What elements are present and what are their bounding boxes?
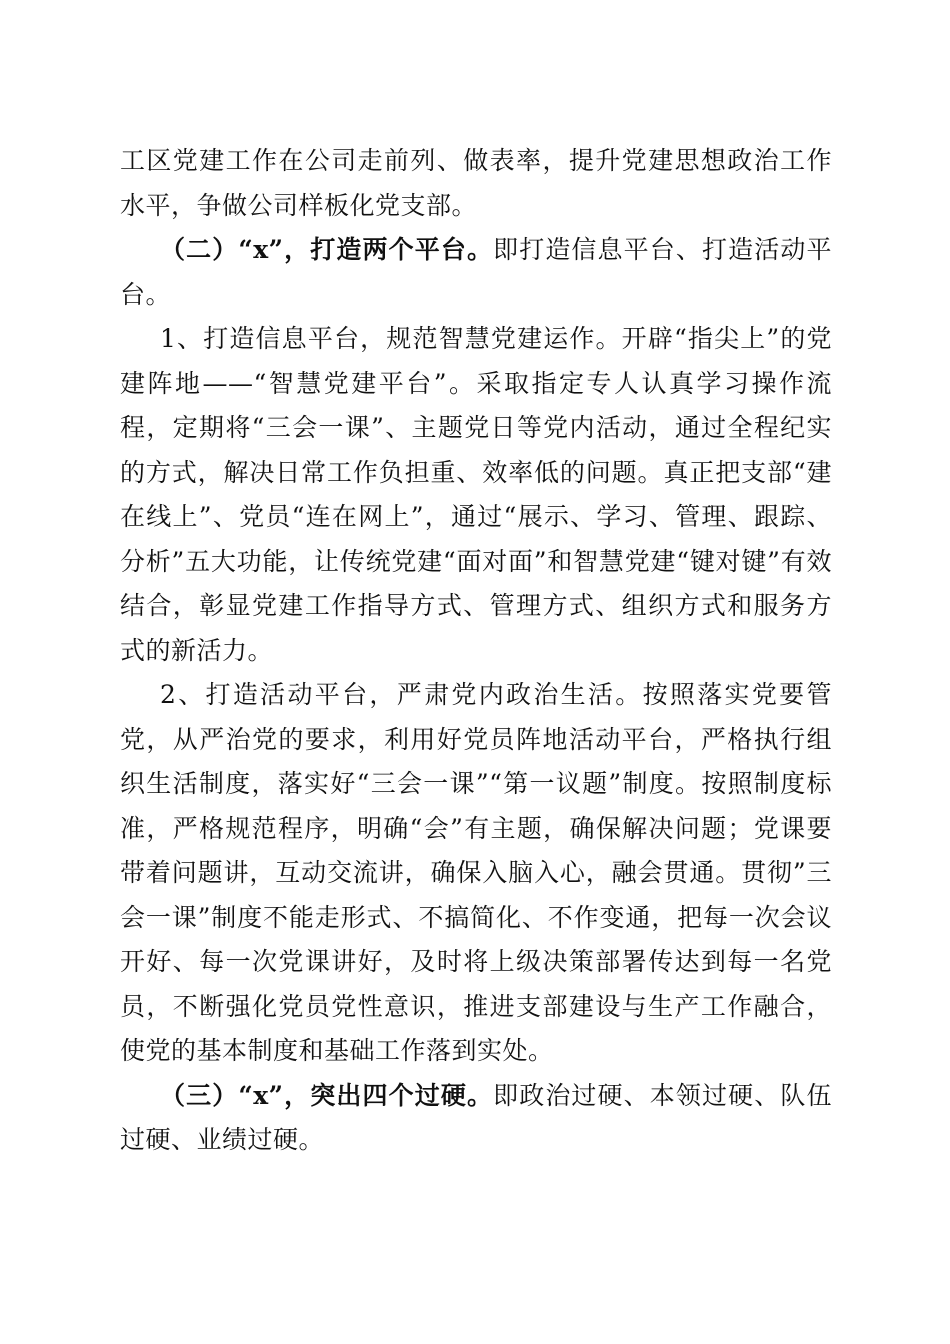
- document-page: [120, 139, 832, 1163]
- section-heading-four-excellences: [120, 1074, 832, 1163]
- paragraph-text: 1、打造信息平台，规范智慧党建运作。开辟“指尖上”的党建阵地——“智慧党建平台”。采取指定专人认真学习操作流程，定期将“三会一课”、主题党日等党内活动，通过全程纪实的方式，解决日常工作负担重、效率低的问题。真正把支部“建在线上”、党员“连在网上”，通过“展示、学习、管理、跟踪、分析”五大功能，让传统党建“面对面”和智慧党建“键对键”有效结合，彰显党建工作指导方式、管理方式、组织方式和服务方式的新活力。: [120, 324, 832, 665]
- paragraph-info-platform: [120, 317, 832, 673]
- paragraph-continuation: [120, 139, 832, 228]
- section-heading-text: 即政治过硬、本领过硬、队伍过硬、业绩过硬。: [120, 1080, 832, 1154]
- section-heading-text: 即打造信息平台、打造活动平台。: [120, 235, 832, 309]
- paragraph-text: 2、打造活动平台，严肃党内政治生活。按照落实党要管党，从严治党的要求，利用好党员阵地活动平台，严格执行组织生活制度，落实好“三会一课”“第一议题”制度。按照制度标准，严格规范程序，明确“会”有主题，确保解决问题；党课要带着问题讲，互动交流讲，确保入脑入心，融会贯通。贯彻”三会一课”制度不能走形式、不搞简化、不作变通，把每一次会议开好、每一次党课讲好，及时将上级决策部署传达到每一名党员，不断强化党员党性意识，推进支部建设与生产工作融合，使党的基本制度和基础工作落到实处。: [120, 680, 832, 1065]
- section-heading-lead: （三）“x”，突出四个过硬。: [160, 1080, 494, 1110]
- section-heading-two-platforms: [120, 228, 832, 317]
- paragraph-activity-platform: [120, 673, 832, 1074]
- section-heading-lead: （二）“x”，打造两个平台。: [160, 235, 494, 264]
- paragraph-text: 工区党建工作在公司走前列、做表率，提升党建思想政治工作水平，争做公司样板化党支部。: [120, 146, 832, 220]
